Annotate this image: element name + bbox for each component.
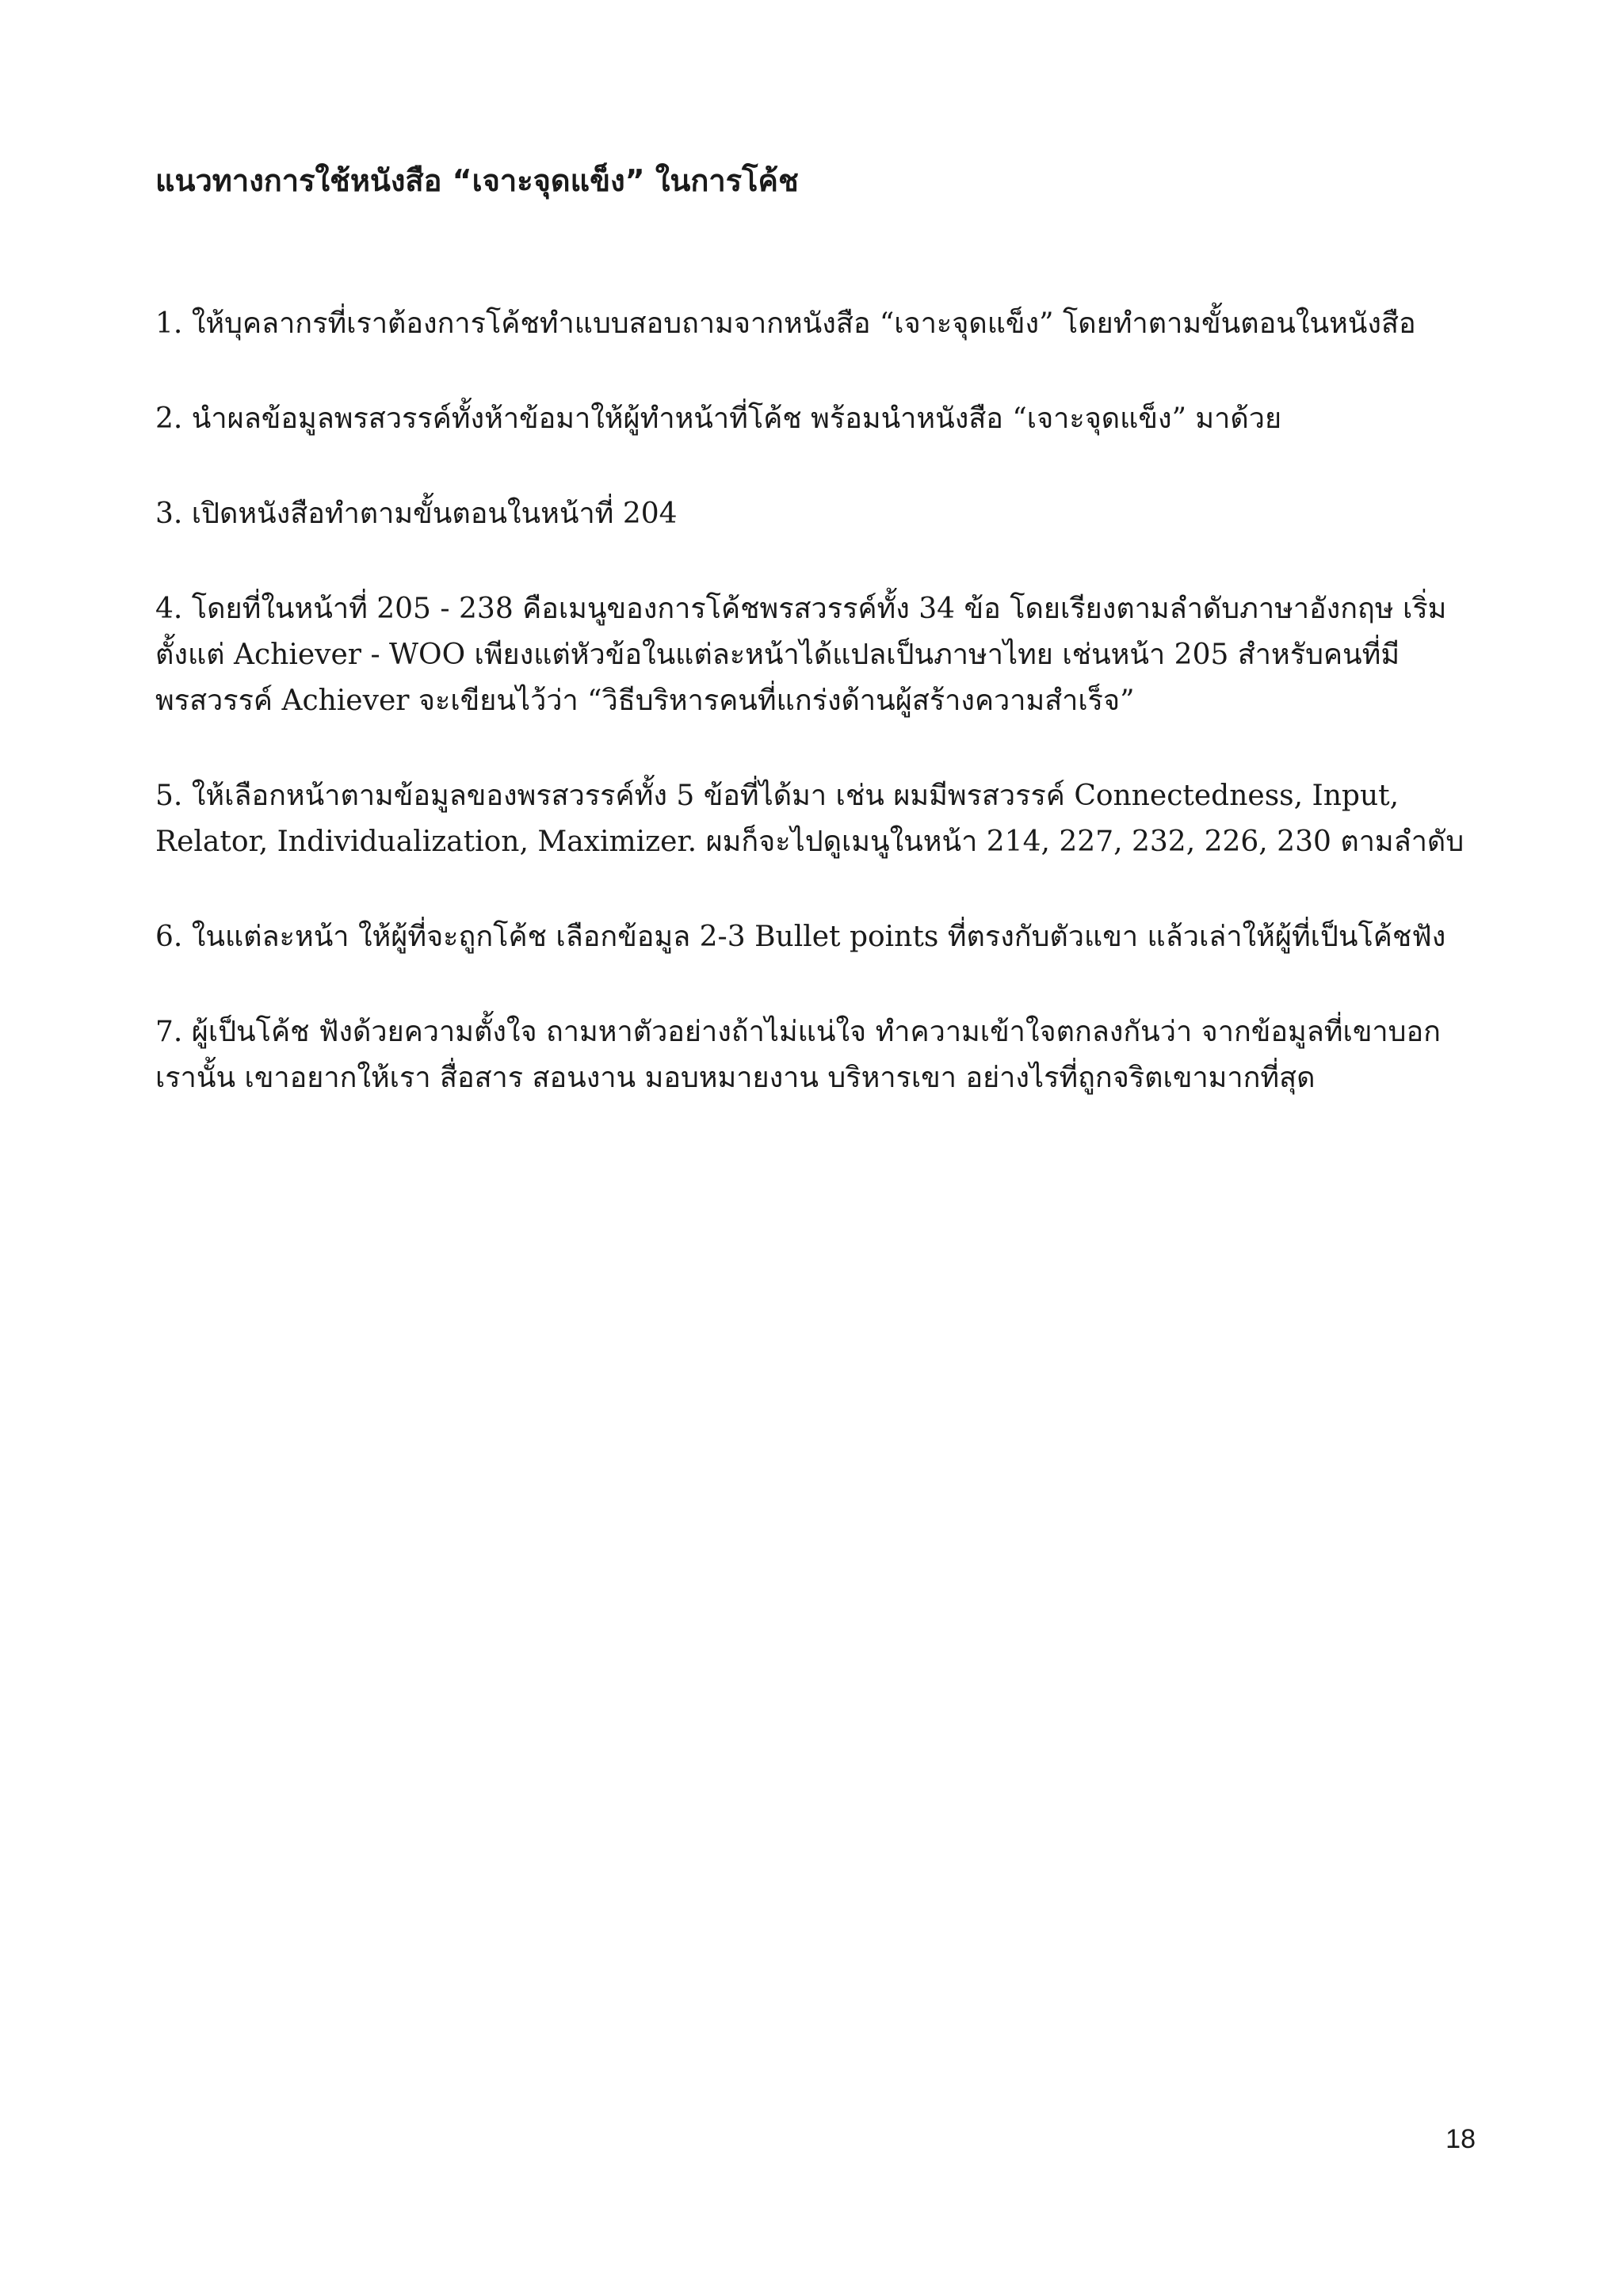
- instruction-list: [155, 301, 1471, 1150]
- instruction-item-1: 1. ให้บุคลากรที่เราต้องการโค้ชทำแบบสอบถามจากหนังสือ “เจาะจุดแข็ง” โดยทำตามขั้นตอนในหนังสือ: [155, 307, 1416, 340]
- instruction-item-6: 6. ในแต่ละหน้า ให้ผู้ที่จะถูกโค้ช เลือกข้อมูล 2-3 Bullet points ที่ตรงกับตัวแขา แล้วเล่าให้ผู้ที่เป็นโค้ชฟัง: [155, 921, 1446, 953]
- page-number: 18: [1445, 2124, 1476, 2154]
- instruction-item-4: 4. โดยที่ในหน้าที่ 205 - 238 คือเมนูของการโค้ชพรสวรรค์ทั้ง 34 ข้อ โดยเรียงตามลำดับภาษาอังกฤษ เริ่มตั้งแต่ Achiever - WOO เพียงแต่หัวข้อในแต่ละหน้าได้แปลเป็นภาษาไทย เช่นหน้า 205 สำหรับคนที่มีพรสวรรค์ Achiever จะเขียนไว้ว่า “วิธีบริหารคนที่แกร่งด้านผู้สร้างความสำเร็จ”: [155, 593, 1447, 717]
- document-title: แนวทางการใช้หนังสือ “เจาะจุดแข็ง” ในการโค้ช: [155, 163, 799, 198]
- instruction-item-5: 5. ให้เลือกหน้าตามข้อมูลของพรสวรรค์ทั้ง 5 ข้อที่ได้มา เช่น ผมมีพรสวรรค์ Connectedness, Input, Relator, Individualization, Maximizer. ผมก็จะไปดูเมนูในหน้า 214, 227, 232, 226, 230 ตามลำดับ: [155, 780, 1465, 858]
- instruction-item-2: 2. นำผลข้อมูลพรสวรรค์ทั้งห้าข้อมาให้ผู้ทำหน้าที่โค้ช พร้อมนำหนังสือ “เจาะจุดแข็ง” มาด้วย: [155, 402, 1282, 435]
- instruction-item-7: 7. ผู้เป็นโค้ช ฟังด้วยความตั้งใจ ถามหาตัวอย่างถ้าไม่แน่ใจ ทำความเข้าใจตกลงกันว่า จากข้อมูลที่เขาบอกเรานั้น เขาอยากให้เรา สื่อสาร สอนงาน มอบหมายงาน บริหารเขา อย่างไรที่ถูกจริตเขามากที่สุด: [155, 1016, 1441, 1094]
- instruction-item-3: 3. เปิดหนังสือทำตามขั้นตอนในหน้าที่ 204: [155, 498, 678, 530]
